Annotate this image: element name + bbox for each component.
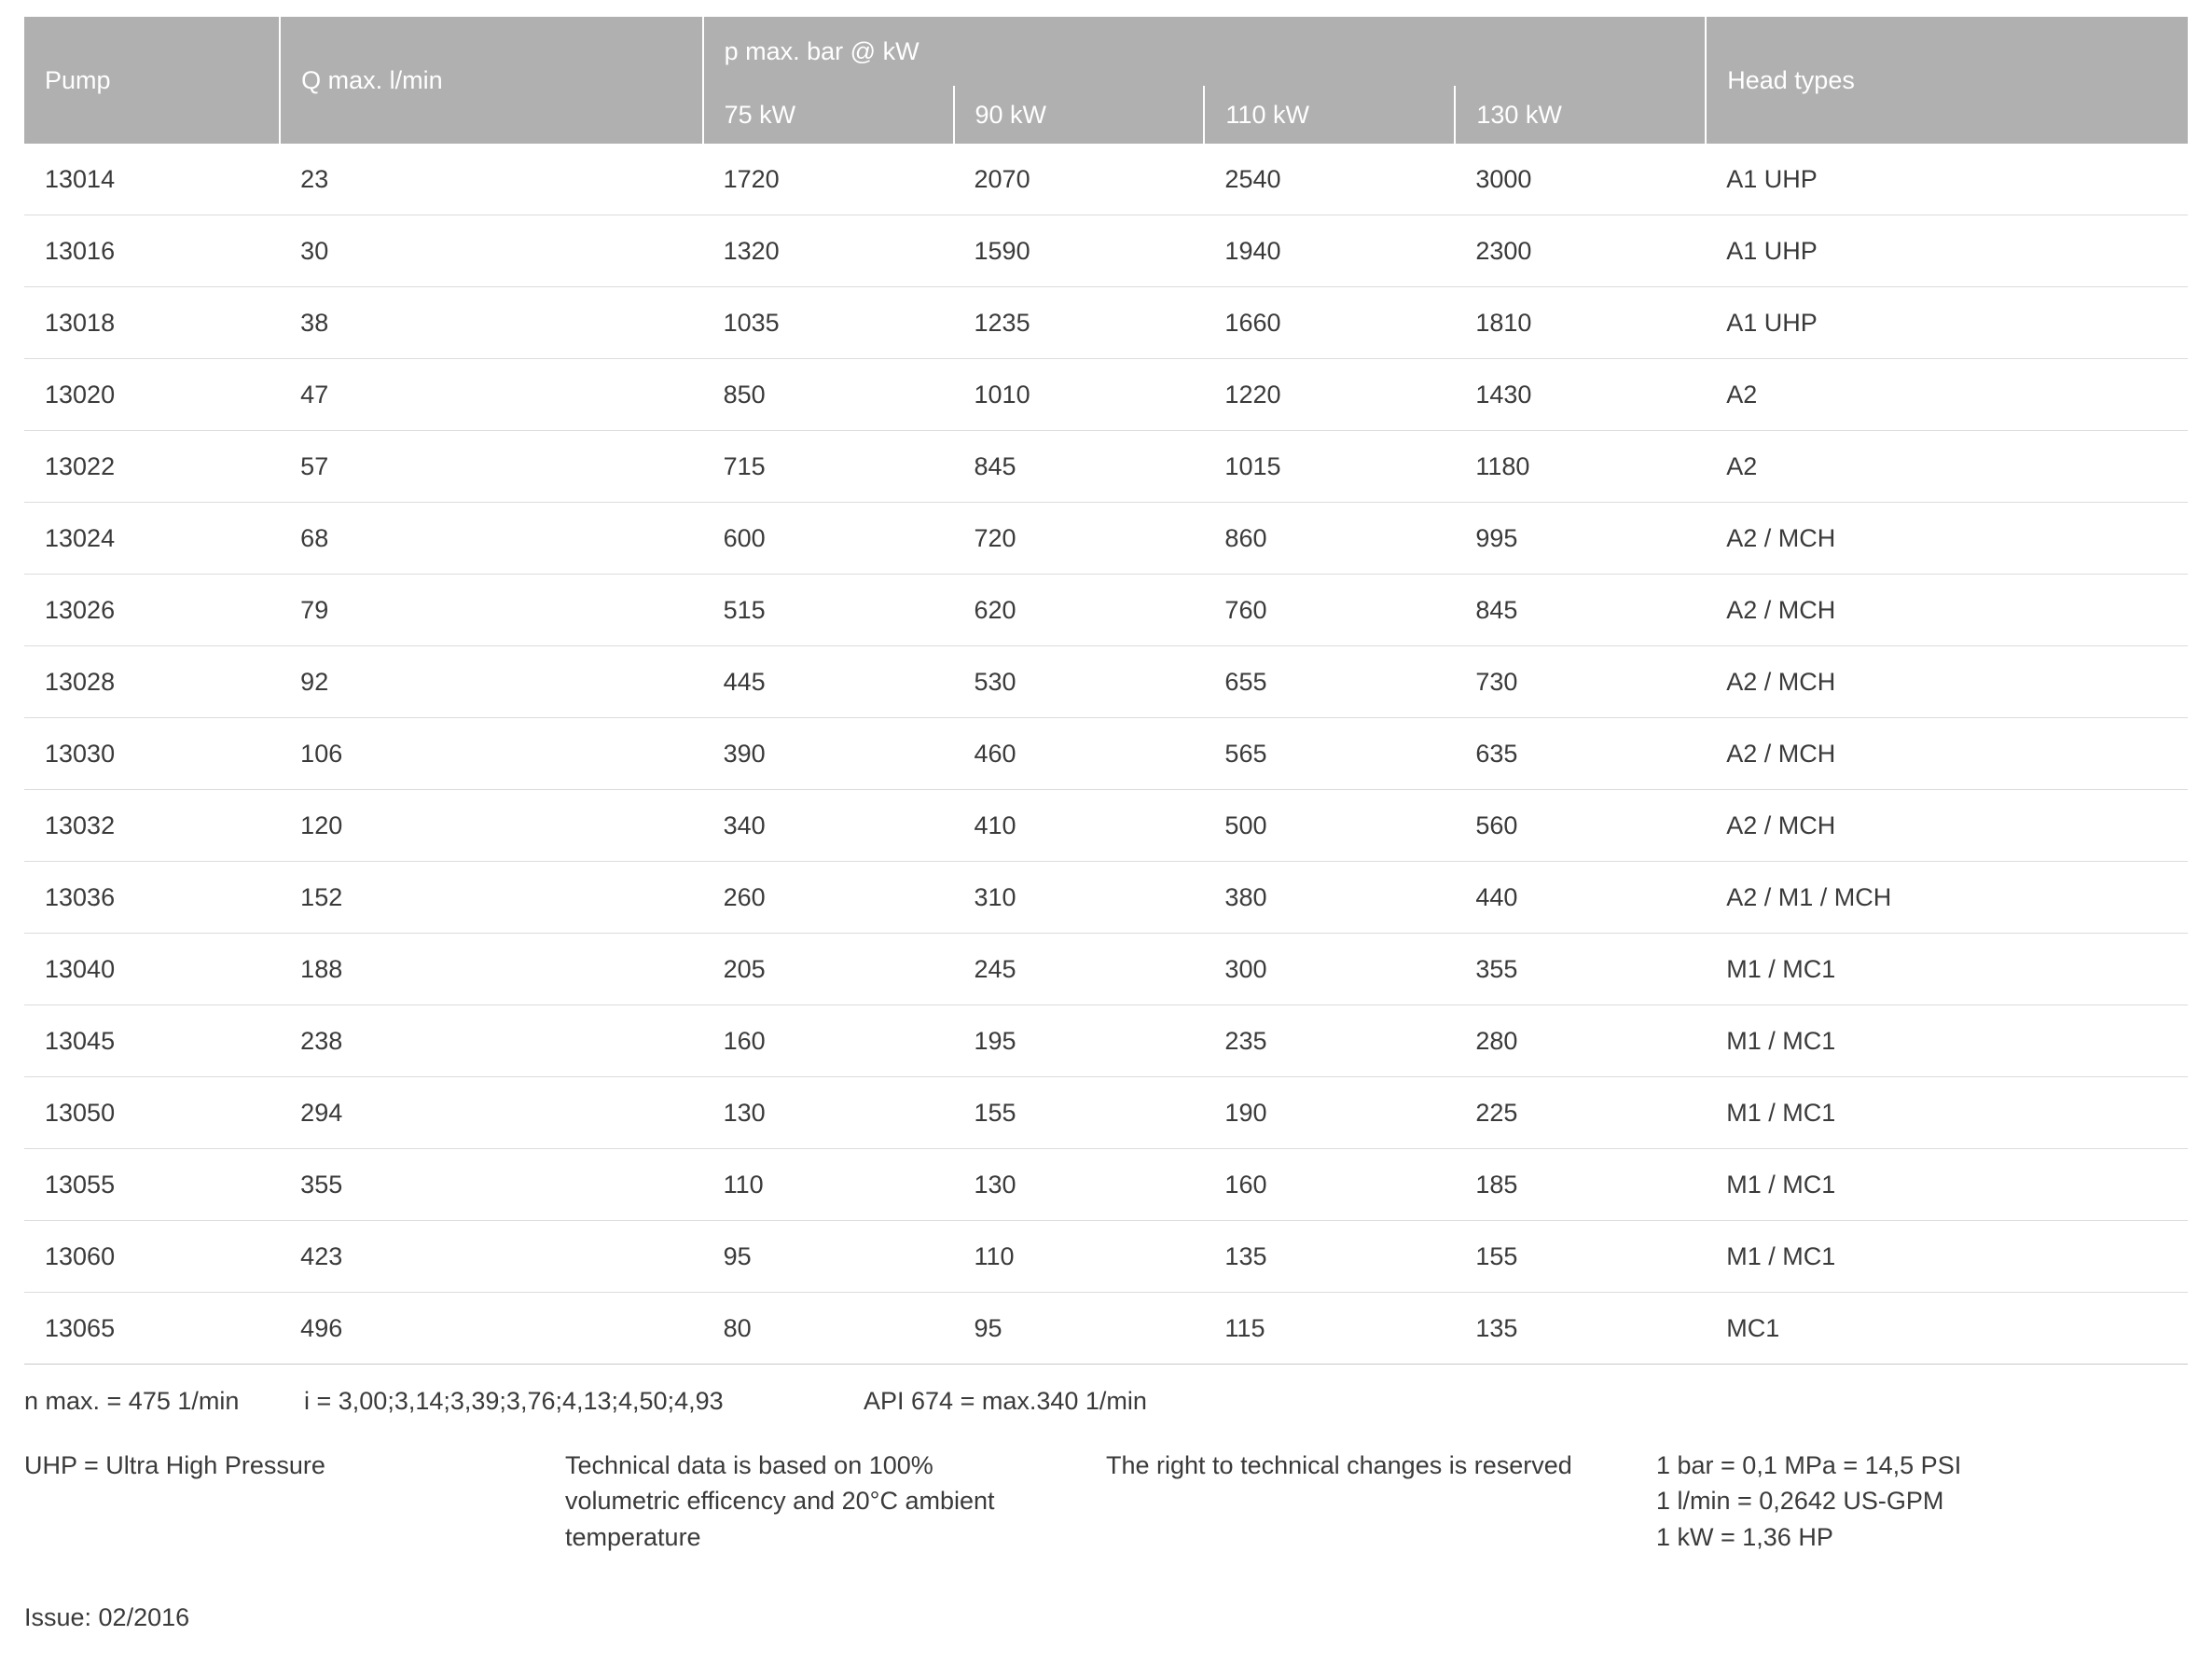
cell-pump: 13014 — [24, 144, 280, 215]
column-header-pump: Pump — [24, 17, 280, 144]
cell-pump: 13018 — [24, 287, 280, 359]
note-nmax: n max. = 475 1/min — [24, 1387, 240, 1415]
cell-kw-90: 155 — [954, 1077, 1205, 1149]
table-row — [24, 646, 2188, 718]
cell-qmax: 423 — [280, 1221, 702, 1293]
note-technical-line-2: volumetric efficency and 20°C ambient — [565, 1487, 995, 1516]
cell-pump: 13030 — [24, 718, 280, 790]
cell-kw-130: 280 — [1455, 1005, 1706, 1077]
cell-qmax: 47 — [280, 359, 702, 431]
cell-kw-110: 300 — [1204, 934, 1455, 1005]
cell-kw-75: 160 — [703, 1005, 954, 1077]
cell-head-types: M1 / MC1 — [1706, 1005, 2188, 1077]
cell-kw-110: 1015 — [1204, 431, 1455, 503]
note-rights-text: The right to technical changes is reserved — [1106, 1451, 1572, 1479]
cell-kw-130: 440 — [1455, 862, 1706, 934]
cell-kw-110: 190 — [1204, 1077, 1455, 1149]
table-row — [24, 215, 2188, 287]
cell-kw-90: 195 — [954, 1005, 1205, 1077]
cell-head-types: A1 UHP — [1706, 144, 2188, 215]
table-row — [24, 503, 2188, 575]
cell-kw-90: 460 — [954, 718, 1205, 790]
table-header — [24, 17, 2188, 144]
table-row — [24, 575, 2188, 646]
table-row — [24, 1149, 2188, 1221]
cell-kw-90: 1010 — [954, 359, 1205, 431]
cell-head-types: A2 / MCH — [1706, 790, 2188, 862]
cell-kw-130: 1810 — [1455, 287, 1706, 359]
cell-pump: 13026 — [24, 575, 280, 646]
cell-qmax: 92 — [280, 646, 702, 718]
cell-qmax: 30 — [280, 215, 702, 287]
issue-date: Issue: 02/2016 — [24, 1602, 190, 1631]
table-row — [24, 934, 2188, 1005]
table-row — [24, 718, 2188, 790]
cell-qmax: 188 — [280, 934, 702, 1005]
cell-kw-75: 95 — [703, 1221, 954, 1293]
cell-kw-90: 245 — [954, 934, 1205, 1005]
cell-qmax: 23 — [280, 144, 702, 215]
cell-kw-110: 1220 — [1204, 359, 1455, 431]
cell-kw-130: 995 — [1455, 503, 1706, 575]
cell-pump: 13036 — [24, 862, 280, 934]
cell-pump: 13020 — [24, 359, 280, 431]
cell-kw-90: 310 — [954, 862, 1205, 934]
cell-kw-75: 850 — [703, 359, 954, 431]
note-technical-line-1: Technical data is based on 100% — [565, 1451, 933, 1479]
note-technical — [565, 1448, 1106, 1555]
cell-qmax: 106 — [280, 718, 702, 790]
cell-head-types: A2 / MCH — [1706, 646, 2188, 718]
column-header-pmax: p max. bar @ kW — [703, 17, 1707, 86]
column-header-qmax: Q max. l/min — [280, 17, 702, 144]
table-row — [24, 790, 2188, 862]
cell-kw-110: 860 — [1204, 503, 1455, 575]
cell-kw-90: 620 — [954, 575, 1205, 646]
cell-kw-75: 1035 — [703, 287, 954, 359]
footnotes — [24, 1387, 2188, 1632]
cell-kw-110: 2540 — [1204, 144, 1455, 215]
cell-qmax: 152 — [280, 862, 702, 934]
cell-kw-110: 135 — [1204, 1221, 1455, 1293]
cell-kw-110: 565 — [1204, 718, 1455, 790]
cell-head-types: M1 / MC1 — [1706, 1077, 2188, 1149]
cell-pump: 13065 — [24, 1293, 280, 1365]
cell-kw-130: 135 — [1455, 1293, 1706, 1365]
column-header-kw-110: 110 kW — [1204, 86, 1455, 144]
note-conversions — [1656, 1448, 2178, 1555]
cell-pump: 13028 — [24, 646, 280, 718]
cell-kw-75: 205 — [703, 934, 954, 1005]
cell-pump: 13045 — [24, 1005, 280, 1077]
cell-kw-110: 760 — [1204, 575, 1455, 646]
table-row — [24, 1005, 2188, 1077]
note-conversion-kw: 1 kW = 1,36 HP — [1656, 1522, 1833, 1551]
cell-kw-90: 410 — [954, 790, 1205, 862]
cell-head-types: M1 / MC1 — [1706, 1149, 2188, 1221]
cell-kw-75: 110 — [703, 1149, 954, 1221]
cell-head-types: A2 / MCH — [1706, 503, 2188, 575]
cell-head-types: M1 / MC1 — [1706, 934, 2188, 1005]
table-row — [24, 1293, 2188, 1365]
column-header-head-types: Head types — [1706, 17, 2188, 144]
cell-kw-75: 1720 — [703, 144, 954, 215]
cell-head-types: A2 / MCH — [1706, 575, 2188, 646]
cell-pump: 13022 — [24, 431, 280, 503]
cell-kw-130: 185 — [1455, 1149, 1706, 1221]
cell-kw-90: 845 — [954, 431, 1205, 503]
cell-kw-130: 730 — [1455, 646, 1706, 718]
cell-qmax: 294 — [280, 1077, 702, 1149]
cell-pump: 13050 — [24, 1077, 280, 1149]
cell-pump: 13024 — [24, 503, 280, 575]
note-rights — [1106, 1448, 1656, 1555]
cell-pump: 13032 — [24, 790, 280, 862]
cell-pump: 13040 — [24, 934, 280, 1005]
cell-kw-90: 110 — [954, 1221, 1205, 1293]
note-uhp-text: UHP = Ultra High Pressure — [24, 1451, 325, 1479]
cell-kw-90: 95 — [954, 1293, 1205, 1365]
cell-qmax: 57 — [280, 431, 702, 503]
cell-kw-110: 235 — [1204, 1005, 1455, 1077]
cell-qmax: 496 — [280, 1293, 702, 1365]
cell-kw-110: 1940 — [1204, 215, 1455, 287]
note-technical-line-3: temperature — [565, 1522, 701, 1551]
cell-head-types: MC1 — [1706, 1293, 2188, 1365]
column-header-kw-130: 130 kW — [1455, 86, 1706, 144]
cell-head-types: A2 / M1 / MCH — [1706, 862, 2188, 934]
note-ratios: i = 3,00;3,14;3,39;3,76;4,13;4,50;4,93 — [304, 1387, 724, 1415]
cell-kw-130: 1430 — [1455, 359, 1706, 431]
cell-kw-110: 380 — [1204, 862, 1455, 934]
header-row-primary — [24, 17, 2188, 86]
cell-kw-90: 1590 — [954, 215, 1205, 287]
table-row — [24, 862, 2188, 934]
cell-kw-130: 1180 — [1455, 431, 1706, 503]
cell-qmax: 355 — [280, 1149, 702, 1221]
cell-kw-110: 500 — [1204, 790, 1455, 862]
cell-kw-90: 130 — [954, 1149, 1205, 1221]
table-row — [24, 359, 2188, 431]
cell-head-types: A1 UHP — [1706, 287, 2188, 359]
table-row — [24, 1221, 2188, 1293]
cell-pump: 13060 — [24, 1221, 280, 1293]
cell-head-types: A2 / MCH — [1706, 718, 2188, 790]
cell-pump: 13016 — [24, 215, 280, 287]
cell-kw-130: 2300 — [1455, 215, 1706, 287]
note-conversion-lmin: 1 l/min = 0,2642 US-GPM — [1656, 1487, 1944, 1516]
cell-qmax: 68 — [280, 503, 702, 575]
cell-kw-75: 260 — [703, 862, 954, 934]
cell-kw-90: 530 — [954, 646, 1205, 718]
cell-kw-90: 720 — [954, 503, 1205, 575]
footnote-columns — [24, 1448, 2188, 1555]
cell-kw-75: 130 — [703, 1077, 954, 1149]
cell-kw-75: 390 — [703, 718, 954, 790]
cell-kw-75: 600 — [703, 503, 954, 575]
cell-kw-75: 340 — [703, 790, 954, 862]
cell-kw-75: 715 — [703, 431, 954, 503]
column-header-kw-75: 75 kW — [703, 86, 954, 144]
cell-head-types: A2 — [1706, 431, 2188, 503]
table-row — [24, 287, 2188, 359]
cell-kw-110: 160 — [1204, 1149, 1455, 1221]
cell-kw-75: 1320 — [703, 215, 954, 287]
cell-kw-130: 225 — [1455, 1077, 1706, 1149]
cell-pump: 13055 — [24, 1149, 280, 1221]
cell-kw-110: 115 — [1204, 1293, 1455, 1365]
cell-kw-75: 80 — [703, 1293, 954, 1365]
footnote-speed-line — [24, 1387, 2188, 1416]
pump-spec-table — [24, 17, 2188, 1365]
column-header-kw-90: 90 kW — [954, 86, 1205, 144]
cell-qmax: 120 — [280, 790, 702, 862]
cell-head-types: A1 UHP — [1706, 215, 2188, 287]
cell-kw-130: 635 — [1455, 718, 1706, 790]
table-row — [24, 144, 2188, 215]
note-uhp — [24, 1448, 565, 1555]
cell-kw-110: 1660 — [1204, 287, 1455, 359]
cell-kw-90: 1235 — [954, 287, 1205, 359]
cell-kw-130: 845 — [1455, 575, 1706, 646]
cell-kw-130: 3000 — [1455, 144, 1706, 215]
cell-qmax: 79 — [280, 575, 702, 646]
cell-qmax: 238 — [280, 1005, 702, 1077]
table-row — [24, 1077, 2188, 1149]
cell-kw-130: 560 — [1455, 790, 1706, 862]
cell-kw-75: 515 — [703, 575, 954, 646]
cell-qmax: 38 — [280, 287, 702, 359]
cell-head-types: M1 / MC1 — [1706, 1221, 2188, 1293]
table-body — [24, 144, 2188, 1365]
cell-kw-75: 445 — [703, 646, 954, 718]
cell-kw-110: 655 — [1204, 646, 1455, 718]
cell-kw-130: 355 — [1455, 934, 1706, 1005]
note-conversion-bar: 1 bar = 0,1 MPa = 14,5 PSI — [1656, 1451, 1962, 1479]
cell-head-types: A2 — [1706, 359, 2188, 431]
note-api: API 674 = max.340 1/min — [864, 1387, 1147, 1415]
cell-kw-130: 155 — [1455, 1221, 1706, 1293]
cell-kw-90: 2070 — [954, 144, 1205, 215]
table-row — [24, 431, 2188, 503]
